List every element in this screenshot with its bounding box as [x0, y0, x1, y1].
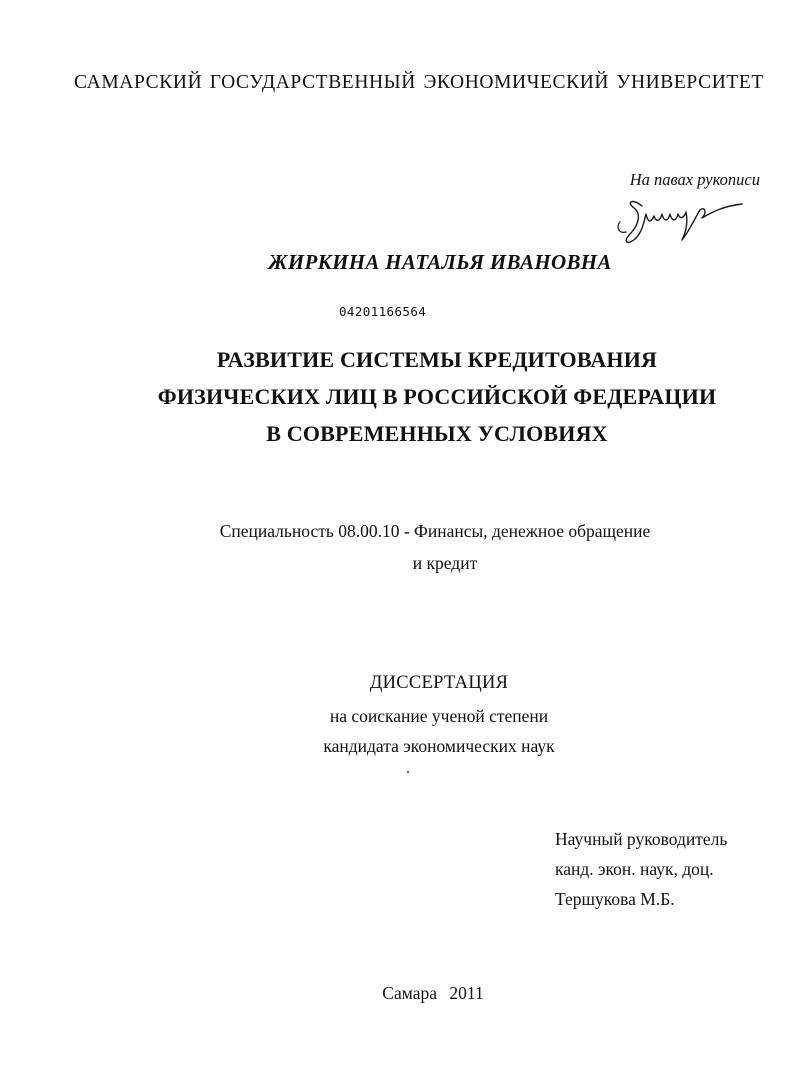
dissertation-title-line-1: РАЗВИТИЕ СИСТЕМЫ КРЕДИТОВАНИЯ: [216, 347, 658, 372]
degree-line-2: кандидата экономических наук: [323, 736, 555, 756]
supervisor-role: Научный руководитель: [555, 829, 728, 849]
dissertation-heading: ДИССЕРТАЦИЯ: [369, 673, 509, 693]
catalog-code: 04201166564: [339, 304, 427, 319]
city-year: Самара 2011: [382, 983, 484, 1003]
specialty-line-1: Специальность 08.00.10 - Финансы, денежное обращение: [219, 521, 651, 541]
degree-line-1: на соискание ученой степени: [329, 706, 549, 726]
supervisor-name: Тершукова М.Б.: [555, 889, 675, 909]
dissertation-title-line-3: В СОВРЕМЕННЫХ УСЛОВИЯХ: [266, 421, 608, 446]
stray-dot: [407, 771, 409, 773]
manuscript-note: На павах рукописи: [629, 170, 760, 189]
specialty-line-2: и кредит: [412, 553, 478, 573]
author-signature: [612, 192, 748, 255]
author-name: ЖИРКИНА НАТАЛЬЯ ИВАНОВНА: [268, 250, 612, 274]
university-name: САМАРСКИЙ ГОСУДАРСТВЕННЫЙ ЭКОНОМИЧЕСКИЙ УНИВЕРСИТЕТ: [74, 72, 764, 93]
dissertation-title-line-2: ФИЗИЧЕСКИХ ЛИЦ В РОССИЙСКОЙ ФЕДЕРАЦИИ: [157, 384, 717, 409]
supervisor-degree: канд. экон. наук, доц.: [555, 859, 714, 879]
